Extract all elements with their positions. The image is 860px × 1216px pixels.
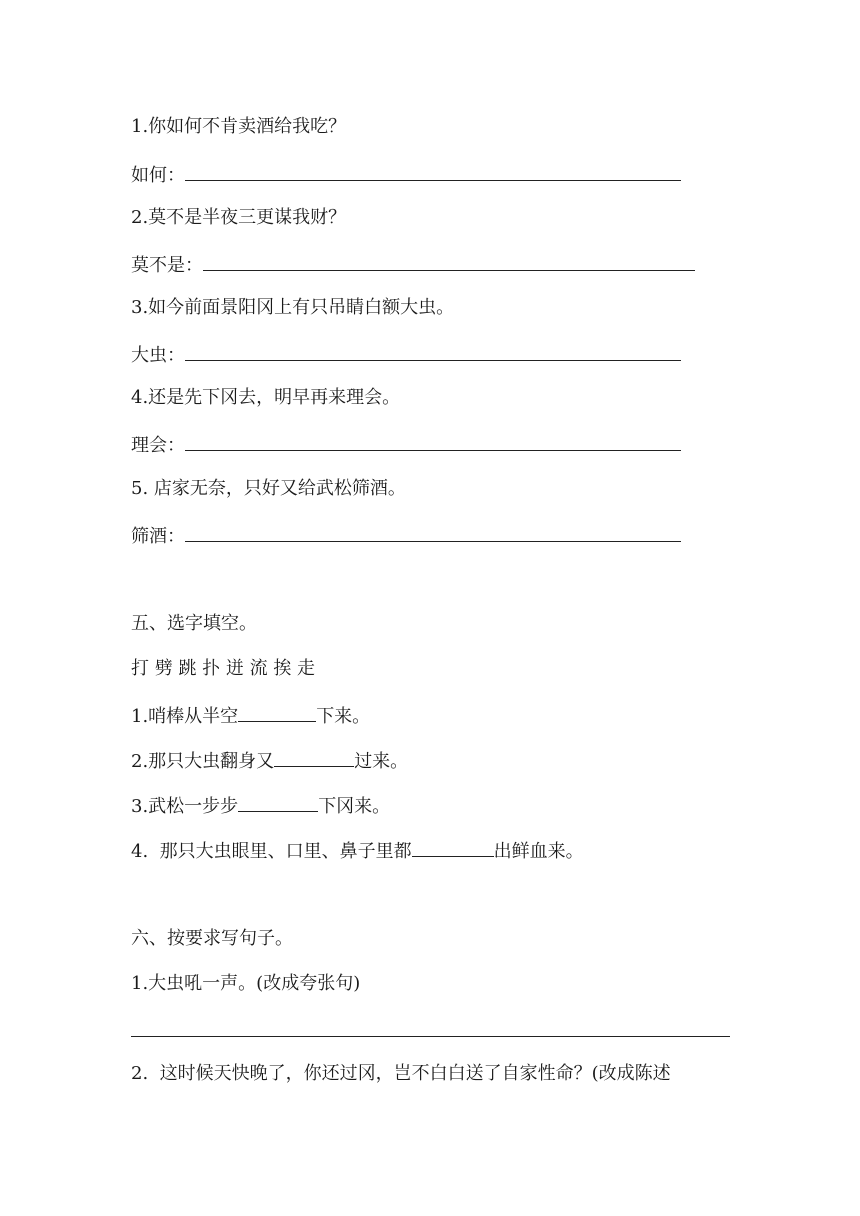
q5-2-blank[interactable] bbox=[274, 746, 354, 767]
q4-5-word: 筛酒： bbox=[131, 526, 185, 547]
q4-5-answer-row bbox=[131, 521, 681, 550]
q5-1-row bbox=[131, 701, 370, 730]
q4-3-answer-row bbox=[131, 340, 681, 369]
q4-1-word: 如何： bbox=[131, 165, 185, 186]
q6-2-prompt: 2. 这时候天快晚了，你还过冈，岂不白白送了自家性命？(改成陈述 bbox=[131, 1063, 671, 1084]
q4-4-answer-row bbox=[131, 430, 681, 459]
q5-4-blank[interactable] bbox=[412, 836, 494, 857]
section5-heading: 五、选字填空。 bbox=[131, 613, 257, 634]
q4-1-answer-blank[interactable] bbox=[185, 160, 681, 181]
q4-4-sentence: 4.还是先下冈去，明早再来理会。 bbox=[131, 387, 401, 408]
q4-1-sentence: 1.你如何不肯卖酒给我吃？ bbox=[131, 116, 347, 137]
q4-2-answer-row bbox=[131, 250, 695, 279]
q5-3-blank[interactable] bbox=[238, 791, 318, 812]
q4-3-sentence: 3.如今前面景阳冈上有只吊睛白额大虫。 bbox=[131, 297, 455, 318]
q5-3-before: 3.武松一步步 bbox=[131, 796, 239, 817]
q5-3-after: 下冈来。 bbox=[318, 796, 391, 817]
q4-3-answer-blank[interactable] bbox=[185, 340, 681, 361]
section6-heading: 六、按要求写句子。 bbox=[131, 928, 293, 949]
q5-4-after: 出鲜血来。 bbox=[493, 841, 584, 862]
q4-5-answer-blank[interactable] bbox=[185, 521, 681, 542]
q4-2-word: 莫不是： bbox=[131, 255, 203, 276]
q5-2-before: 2.那只大虫翻身又 bbox=[131, 751, 275, 772]
q5-3-row bbox=[131, 791, 390, 820]
q6-1-answer-line[interactable] bbox=[131, 1036, 730, 1037]
q4-2-answer-blank[interactable] bbox=[203, 250, 695, 271]
q4-4-word: 理会： bbox=[131, 435, 185, 456]
q4-5-sentence: 5. 店家无奈，只好又给武松筛酒。 bbox=[131, 478, 406, 499]
q5-1-blank[interactable] bbox=[238, 701, 316, 722]
word-bank: 打 劈 跳 扑 迸 流 挨 走 bbox=[131, 658, 316, 679]
q5-2-after: 过来。 bbox=[354, 751, 409, 772]
q5-1-before: 1.哨棒从半空 bbox=[131, 706, 239, 727]
q5-1-after: 下来。 bbox=[316, 706, 371, 727]
q4-4-answer-blank[interactable] bbox=[185, 430, 681, 451]
q5-4-row bbox=[131, 836, 584, 865]
q5-4-before: 4. 那只大虫眼里、口里、鼻子里都 bbox=[131, 841, 412, 862]
q4-3-word: 大虫： bbox=[131, 345, 185, 366]
q5-2-row bbox=[131, 746, 408, 775]
q6-1-prompt: 1.大虫吼一声。(改成夸张句) bbox=[131, 973, 361, 994]
q4-2-sentence: 2.莫不是半夜三更谋我财？ bbox=[131, 207, 347, 228]
q4-1-answer-row bbox=[131, 160, 681, 189]
